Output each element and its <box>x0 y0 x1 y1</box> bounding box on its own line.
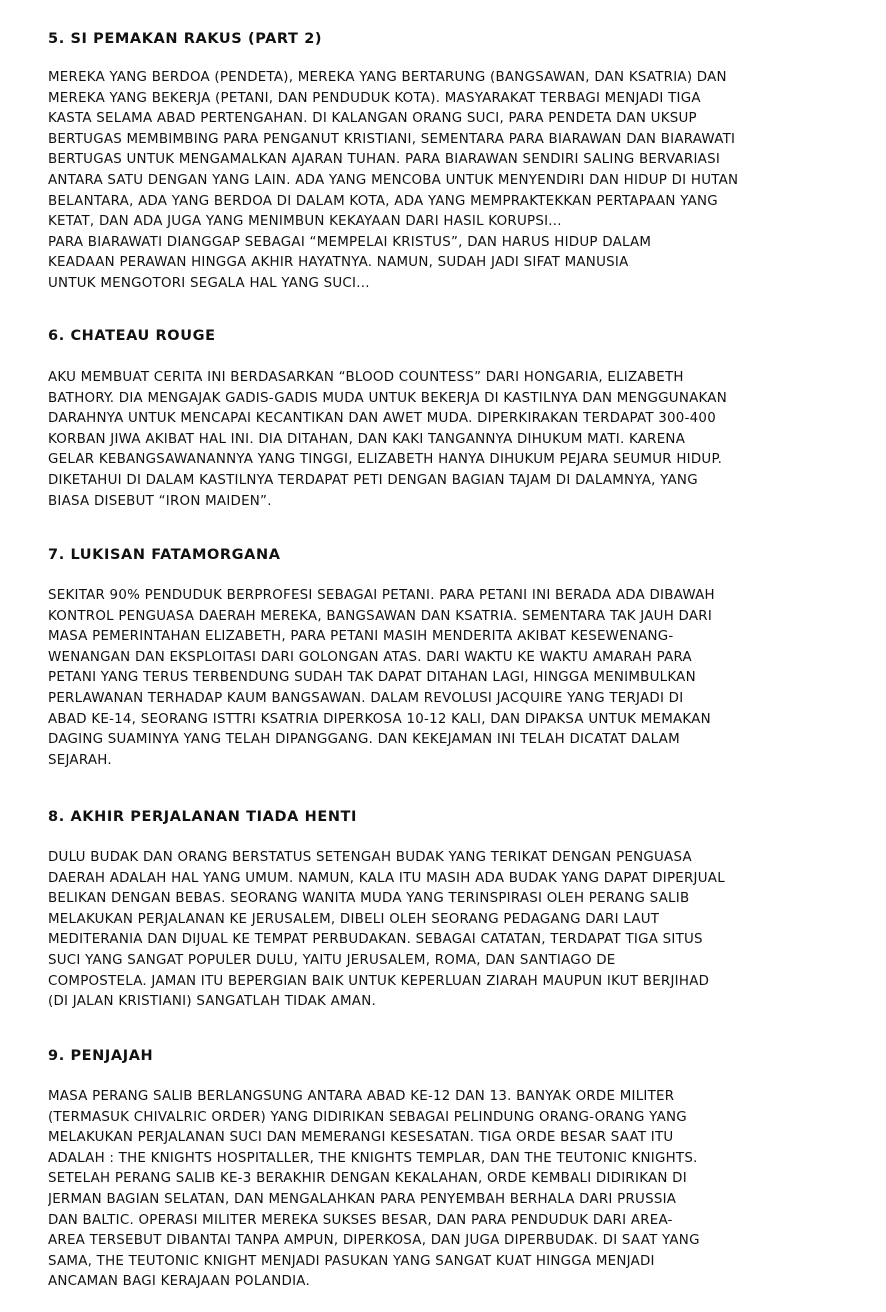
section-body <box>48 68 874 295</box>
section-body <box>48 848 874 1013</box>
text-line: SAMA, THE TEUTONIC KNIGHT MENJADI PASUKAN YANG SANGAT KUAT HINGGA MENJADI <box>48 1253 655 1269</box>
section-heading: 6. CHATEAU ROUGE <box>48 328 216 344</box>
text-line: DAGING SUAMINYA YANG TELAH DIPANGGANG. DAN KEKEJAMAN INI TELAH DICATAT DALAM <box>48 732 680 748</box>
section-body <box>48 586 874 771</box>
text-line: MASA PEMERINTAHAN ELIZABETH, PARA PETANI MASIH MENDERITA AKIBAT KESEWENANG- <box>48 629 674 645</box>
text-line: MASA PERANG SALIB BERLANGSUNG ANTARA ABAD KE-12 DAN 13. BANYAK ORDE MILITER <box>48 1089 675 1104</box>
text-line: MELAKUKAN PERJALANAN KE JERUSALEM, DIBELI OLEH SEORANG PEDAGANG DARI LAUT <box>48 911 660 927</box>
text-line: (TERMASUK CHIVALRIC ORDER) YANG DIDIRIKAN SEBAGAI PELINDUNG ORANG-ORANG YANG <box>48 1109 687 1125</box>
section-8 <box>48 808 874 1013</box>
text-line: COMPOSTELA. JAMAN ITU BEPERGIAN BAIK UNTUK KEPERLUAN ZIARAH MAUPUN IKUT BERJIHAD <box>48 973 710 989</box>
section-body <box>48 1087 874 1293</box>
text-line: ABAD KE-14, SEORANG ISTTRI KSATRIA DIPERKOSA 10-12 KALI, DAN DIPAKSA UNTUK MEMAKAN <box>48 711 711 727</box>
text-line: ANTARA SATU DENGAN YANG LAIN. ADA YANG MENCOBA UNTUK MENYENDIRI DAN HIDUP DI HUTAN <box>48 172 739 188</box>
section-5 <box>48 30 874 295</box>
section-heading: 5. SI PEMAKAN RAKUS (PART 2) <box>48 31 323 47</box>
text-line: PERLAWANAN TERHADAP KAUM BANGSAWAN. DALAM REVOLUSI JACQUIRE YANG TERJADI DI <box>48 690 684 706</box>
text-line: BERTUGAS MEMBIMBING PARA PENGANUT KRISTIANI, SEMENTARA PARA BIARAWAN DAN BIARAWATI <box>48 131 736 147</box>
text-line: SETELAH PERANG SALIB KE-3 BERAKHIR DENGAN KEKALAHAN, ORDE KEMBALI DIDIRIKAN DI <box>48 1171 687 1187</box>
section-7 <box>48 546 874 771</box>
text-line: MEREKA YANG BERDOA (PENDETA), MEREKA YANG BERTARUNG (BANGSAWAN, DAN KSATRIA) DAN <box>48 70 727 85</box>
text-line: PETANI YANG TERUS TERBENDUNG SUDAH TAK DAPAT DITAHAN LAGI, HINGGA MENIMBULKAN <box>48 670 696 686</box>
text-line: PARA BIARAWATI DIANGGAP SEBAGAI “MEMPELAI KRISTUS”, DAN HARUS HIDUP DALAM <box>48 234 652 250</box>
text-line: DAERAH ADALAH HAL YANG UMUM. NAMUN, KALA ITU MASIH ADA BUDAK YANG DAPAT DIPERJUAL <box>48 870 725 886</box>
section-body <box>48 368 874 512</box>
text-line: BELANTARA, ADA YANG BERDOA DI DALAM KOTA, ADA YANG MEMPRAKTEKKAN PERTAPAAN YANG <box>48 193 718 209</box>
text-line: DAN BALTIC. OPERASI MILITER MEREKA SUKSES BESAR, DAN PARA PENDUDUK DARI AREA- <box>48 1212 673 1228</box>
text-line: MELAKUKAN PERJALANAN SUCI DAN MEMERANGI KESESATAN. TIGA ORDE BESAR SAAT ITU <box>48 1130 674 1146</box>
text-line: KETAT, DAN ADA JUGA YANG MENIMBUN KEKAYAAN DARI HASIL KORUPSI... <box>48 214 562 230</box>
text-line: KASTA SELAMA ABAD PERTENGAHAN. DI KALANGAN ORANG SUCI, PARA PENDETA DAN UKSUP <box>48 111 697 127</box>
text-line: UNTUK MENGOTORI SEGALA HAL YANG SUCI... <box>48 275 370 291</box>
text-line: MEDITERANIA DAN DIJUAL KE TEMPAT PERBUDAKAN. SEBAGAI CATATAN, TERDAPAT TIGA SITUS <box>48 932 703 948</box>
text-line: WENANGAN DAN EKSPLOITASI DARI GOLONGAN ATAS. DARI WAKTU KE WAKTU AMARAH PARA <box>48 649 692 665</box>
text-line: BELIKAN DENGAN BEBAS. SEORANG WANITA MUDA YANG TERINSPIRASI OLEH PERANG SALIB <box>48 891 690 907</box>
text-line: BERTUGAS UNTUK MENGAMALKAN AJARAN TUHAN. PARA BIARAWAN SENDIRI SALING BERVARIASI <box>48 152 721 168</box>
text-line: DULU BUDAK DAN ORANG BERSTATUS SETENGAH BUDAK YANG TERIKAT DENGAN PENGUASA <box>48 850 692 865</box>
text-line: AREA TERSEBUT DIBANTAI TANPA AMPUN, DIPERKOSA, DAN JUGA DIPERBUDAK. DI SAAT YANG <box>48 1233 700 1249</box>
text-line: SEKITAR 90% PENDUDUK BERPROFESI SEBAGAI PETANI. PARA PETANI INI BERADA ADA DIBAWAH <box>48 588 715 603</box>
text-line: ANCAMAN BAGI KERAJAAN POLANDIA. <box>48 1274 310 1290</box>
text-line: JERMAN BAGIAN SELATAN, DAN MENGALAHKAN PARA PENYEMBAH BERHALA DARI PRUSSIA <box>48 1191 677 1207</box>
text-line: MEREKA YANG BEKERJA (PETANI, DAN PENDUDUK KOTA). MASYARAKAT TERBAGI MENJADI TIGA <box>48 90 701 106</box>
text-line: BATHORY. DIA MENGAJAK GADIS-GADIS MUDA UNTUK BEKERJA DI KASTILNYA DAN MENGGUNAKAN <box>48 390 727 406</box>
text-line: DARAHNYA UNTUK MENCAPAI KECANTIKAN DAN AWET MUDA. DIPERKIRAKAN TERDAPAT 300-400 <box>48 411 716 427</box>
text-line: BIASA DISEBUT “IRON MAIDEN”. <box>48 493 272 509</box>
section-heading: 9. PENJAJAH <box>48 1048 154 1064</box>
text-line: (DI JALAN KRISTIANI) SANGATLAH TIDAK AMAN. <box>48 994 376 1010</box>
text-line: SUCI YANG SANGAT POPULER DULU, YAITU JERUSALEM, ROMA, DAN SANTIAGO DE <box>48 952 616 968</box>
text-line: AKU MEMBUAT CERITA INI BERDASARKAN “BLOOD COUNTESS” DARI HONGARIA, ELIZABETH <box>48 370 684 385</box>
text-line: KORBAN JIWA AKIBAT HAL INI. DIA DITAHAN, DAN KAKI TANGANNYA DIHUKUM MATI. KARENA <box>48 431 686 447</box>
section-heading: 7. LUKISAN FATAMORGANA <box>48 547 281 563</box>
text-line: KEADAAN PERAWAN HINGGA AKHIR HAYATNYA. NAMUN, SUDAH JADI SIFAT MANUSIA <box>48 255 629 271</box>
section-heading: 8. AKHIR PERJALANAN TIADA HENTI <box>48 809 358 825</box>
text-line: GELAR KEBANGSAWANANNYA YANG TINGGI, ELIZABETH HANYA DIHUKUM PEJARA SEUMUR HIDUP. <box>48 452 723 468</box>
section-9 <box>48 1047 874 1293</box>
section-6 <box>48 327 874 512</box>
text-line: DIKETAHUI DI DALAM KASTILNYA TERDAPAT PETI DENGAN BAGIAN TAJAM DI DALAMNYA, YANG <box>48 472 698 488</box>
text-line: ADALAH : THE KNIGHTS HOSPITALLER, THE KNIGHTS TEMPLAR, DAN THE TEUTONIC KNIGHTS. <box>48 1150 698 1166</box>
text-line: SEJARAH. <box>48 752 112 768</box>
text-line: KONTROL PENGUASA DAERAH MEREKA, BANGSAWAN DAN KSATRIA. SEMENTARA TAK JAUH DARI <box>48 608 713 624</box>
